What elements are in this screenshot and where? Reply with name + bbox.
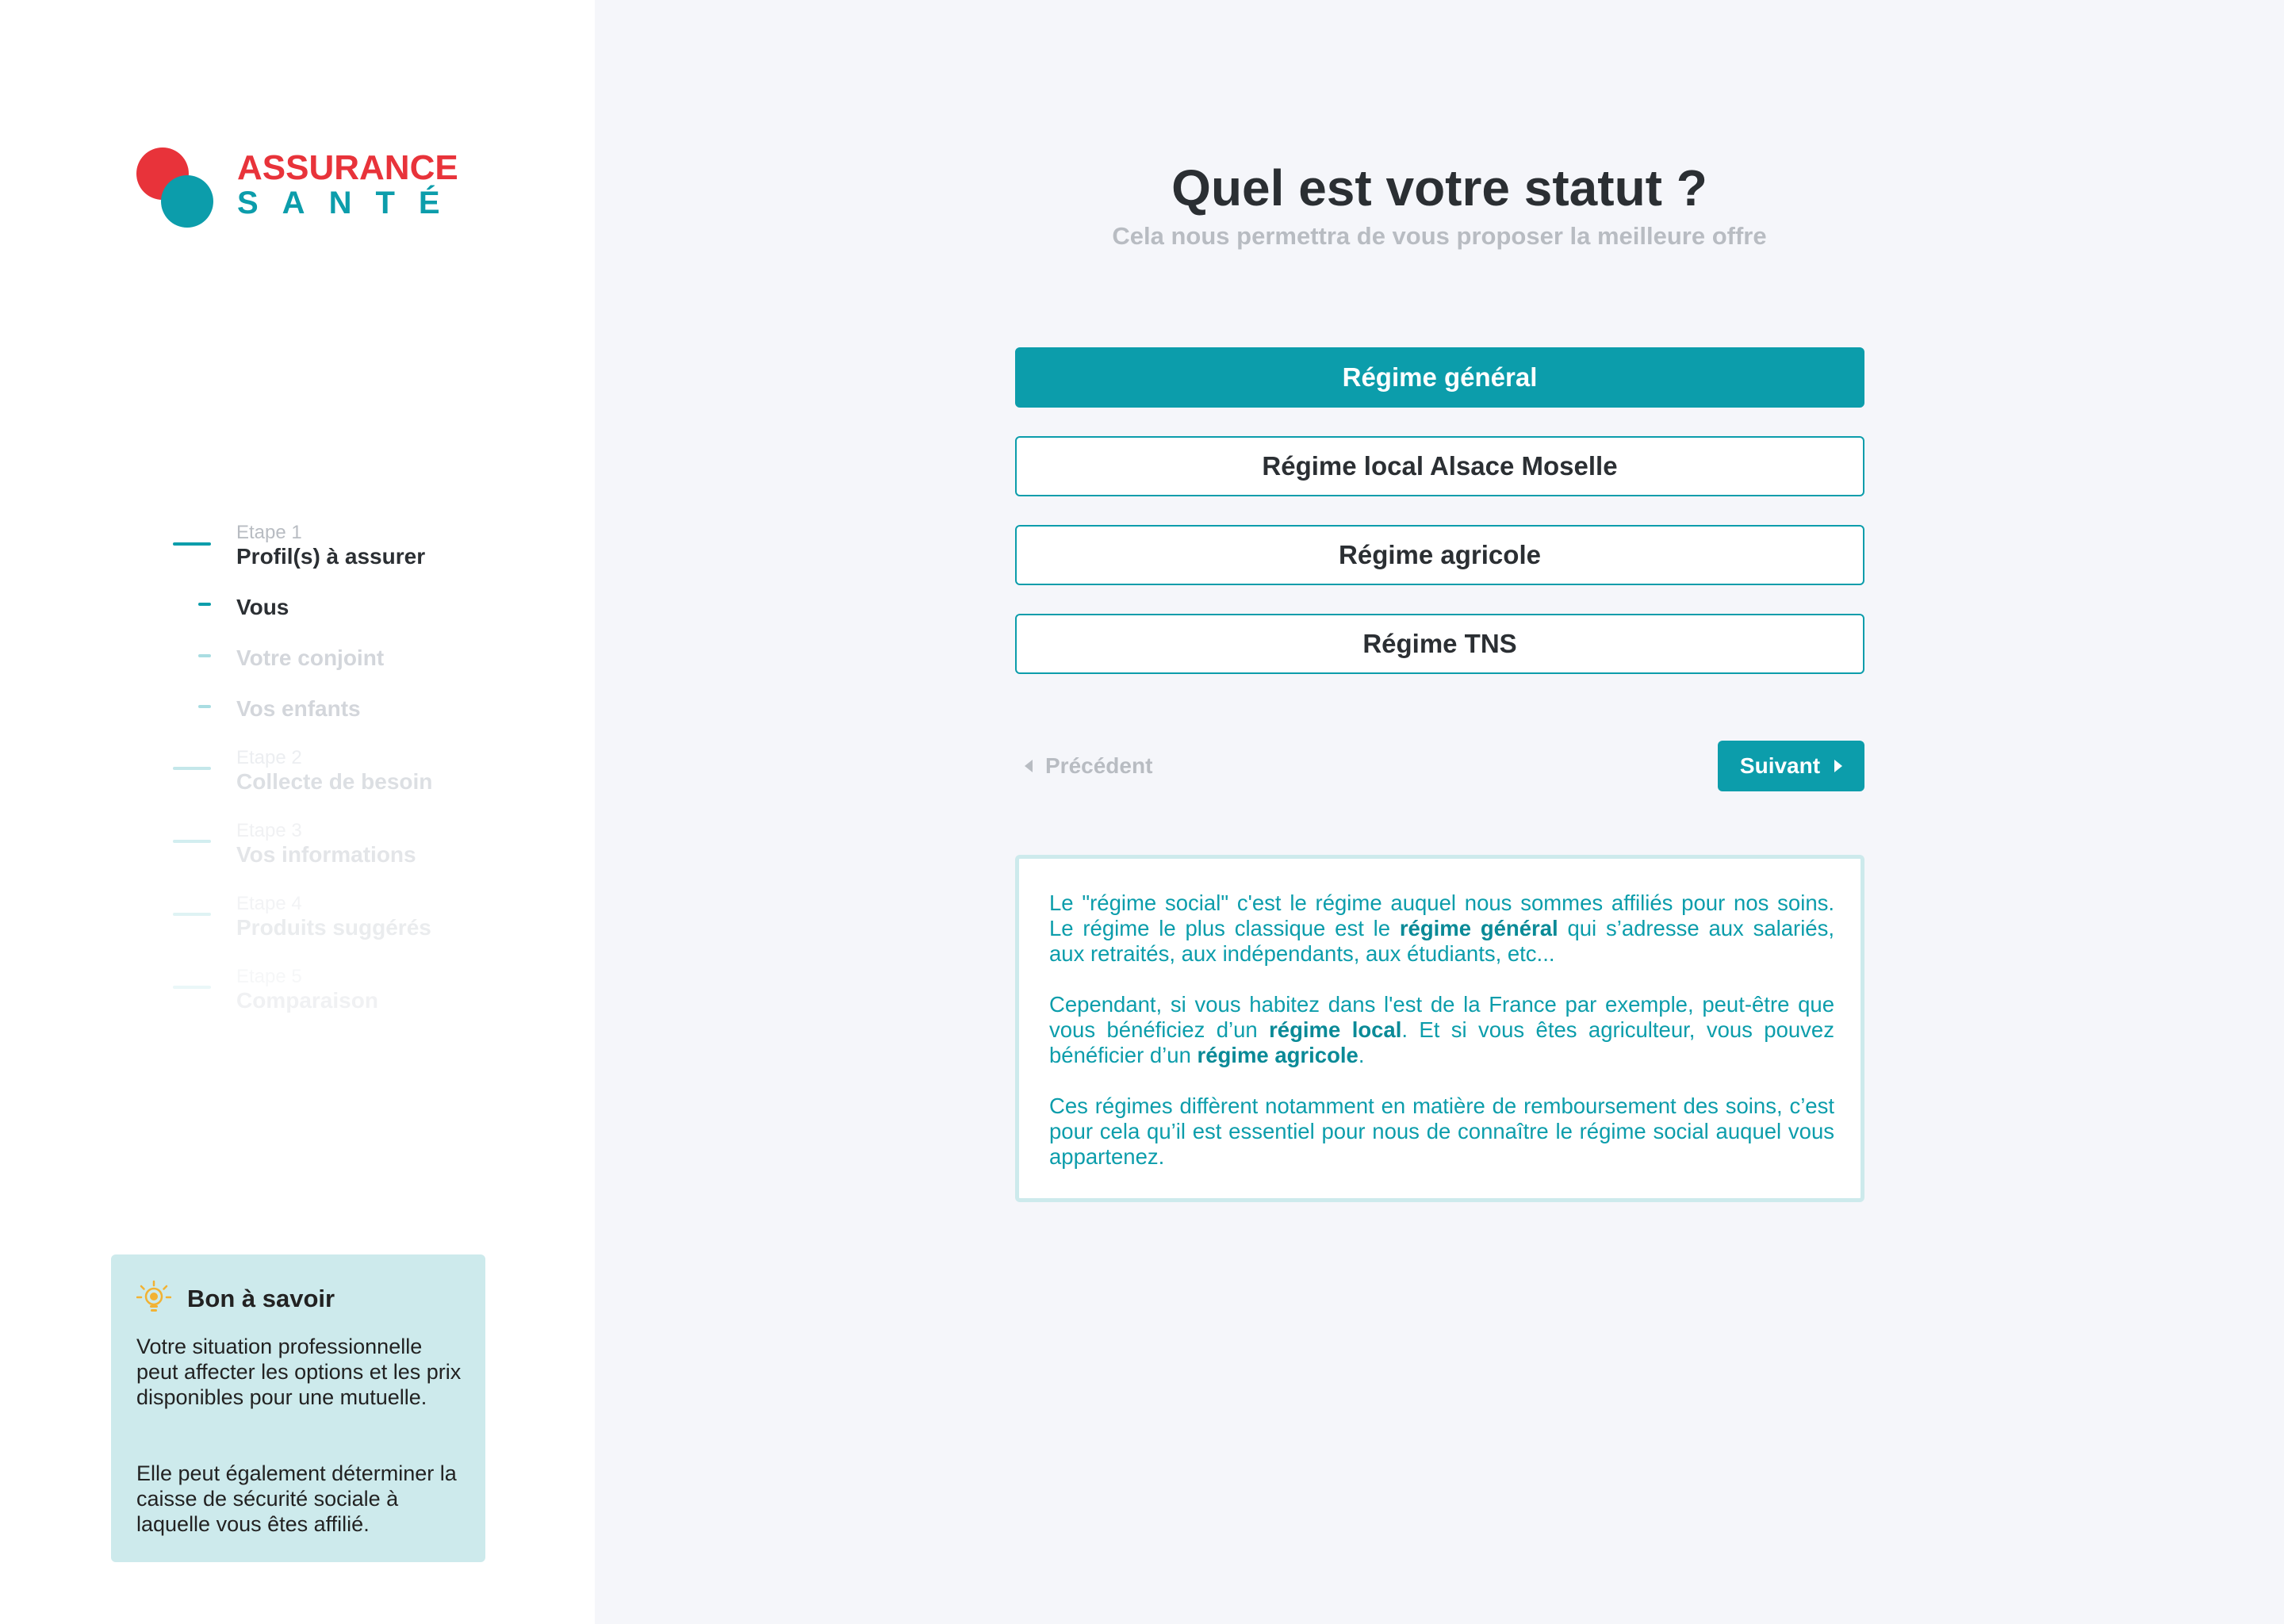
substep-indicator bbox=[198, 603, 211, 606]
step-indicator bbox=[173, 542, 211, 546]
next-label: Suivant bbox=[1739, 753, 1821, 778]
substep-label: Vos enfants bbox=[236, 696, 361, 721]
option-regime-local-alsace-moselle[interactable]: Régime local Alsace Moselle bbox=[1015, 436, 1864, 496]
step-label: Comparaison bbox=[236, 988, 378, 1013]
step-number: Etape 1 bbox=[236, 522, 302, 543]
substep-indicator bbox=[198, 705, 211, 708]
caret-left-icon bbox=[1025, 760, 1033, 772]
previous-button[interactable] bbox=[1025, 750, 1152, 782]
sidebar bbox=[0, 0, 595, 1624]
page-subtitle: Cela nous permettra de vous proposer la meilleure offre bbox=[1112, 222, 1767, 250]
info-paragraph-3 bbox=[1049, 1094, 1834, 1170]
previous-label: Précédent bbox=[1045, 753, 1153, 778]
info-emphasis: régime agricole bbox=[1197, 1043, 1359, 1067]
info-paragraph-2 bbox=[1049, 992, 1834, 1068]
info-text: qui s’adresse aux salariés, aux retraités, aux indépendants, aux étudiants, etc... bbox=[1049, 916, 1834, 966]
substep-label: Votre conjoint bbox=[236, 645, 385, 670]
logo-text-line2: SANTÉ bbox=[237, 186, 464, 220]
step-number: Etape 2 bbox=[236, 747, 302, 768]
step-label: Profil(s) à assurer bbox=[236, 544, 426, 569]
step-label: Produits suggérés bbox=[236, 915, 431, 940]
step-label: Vos informations bbox=[236, 842, 416, 867]
step-label: Collecte de besoin bbox=[236, 769, 433, 794]
info-text: Cependant, si vous habitez dans l'est de la France par exemple, peut-être que vous bénéficiez d’un bbox=[1049, 992, 1834, 1042]
step-number: Etape 5 bbox=[236, 966, 302, 987]
info-box bbox=[1015, 855, 1864, 1202]
tip-paragraph-2: Elle peut également déterminer la caisse de sécurité sociale à laquelle vous êtes affilié. bbox=[136, 1461, 457, 1536]
logo-teal-circle bbox=[161, 175, 213, 228]
tip-title: Bon à savoir bbox=[187, 1285, 335, 1312]
tip-box bbox=[111, 1254, 485, 1562]
info-text: . bbox=[1358, 1043, 1365, 1067]
info-paragraph-1 bbox=[1049, 891, 1834, 967]
step-indicator bbox=[173, 767, 211, 770]
brand-logo[interactable] bbox=[136, 147, 469, 235]
substep-label: Vous bbox=[236, 595, 289, 619]
caret-right-icon bbox=[1834, 760, 1842, 772]
option-regime-general[interactable]: Régime général bbox=[1015, 347, 1864, 408]
tip-paragraph-1: Votre situation professionnelle peut affecter les options et les prix disponibles pour une mutuelle. bbox=[136, 1335, 462, 1409]
substep-indicator bbox=[198, 654, 211, 657]
info-text: Ces régimes diffèrent notamment en matière de remboursement des soins, c’est pour cela qu’il est essentiel pour nous de connaître le régime social auquel vous appartenez. bbox=[1049, 1094, 1834, 1169]
step-number: Etape 4 bbox=[236, 893, 302, 914]
step-indicator bbox=[173, 913, 211, 916]
info-text: Le "régime social" c'est le régime auquel nous sommes affiliés pour nos soins. Le régime le plus classique est le bbox=[1049, 891, 1834, 940]
logo-text-line1: ASSURANCE bbox=[237, 148, 458, 187]
option-regime-agricole[interactable]: Régime agricole bbox=[1015, 525, 1864, 585]
step-indicator bbox=[173, 840, 211, 843]
info-emphasis: régime local bbox=[1269, 1017, 1402, 1042]
option-regime-tns[interactable]: Régime TNS bbox=[1015, 614, 1864, 674]
lightbulb-icon bbox=[136, 1280, 171, 1315]
info-emphasis: régime général bbox=[1399, 916, 1558, 940]
info-text: . Et si vous êtes agriculteur, vous pouvez bénéficier d’un bbox=[1049, 1017, 1834, 1067]
next-button[interactable] bbox=[1718, 741, 1864, 791]
page-title: Quel est votre statut ? bbox=[1171, 159, 1707, 216]
step-indicator bbox=[173, 986, 211, 989]
step-number: Etape 3 bbox=[236, 820, 302, 841]
